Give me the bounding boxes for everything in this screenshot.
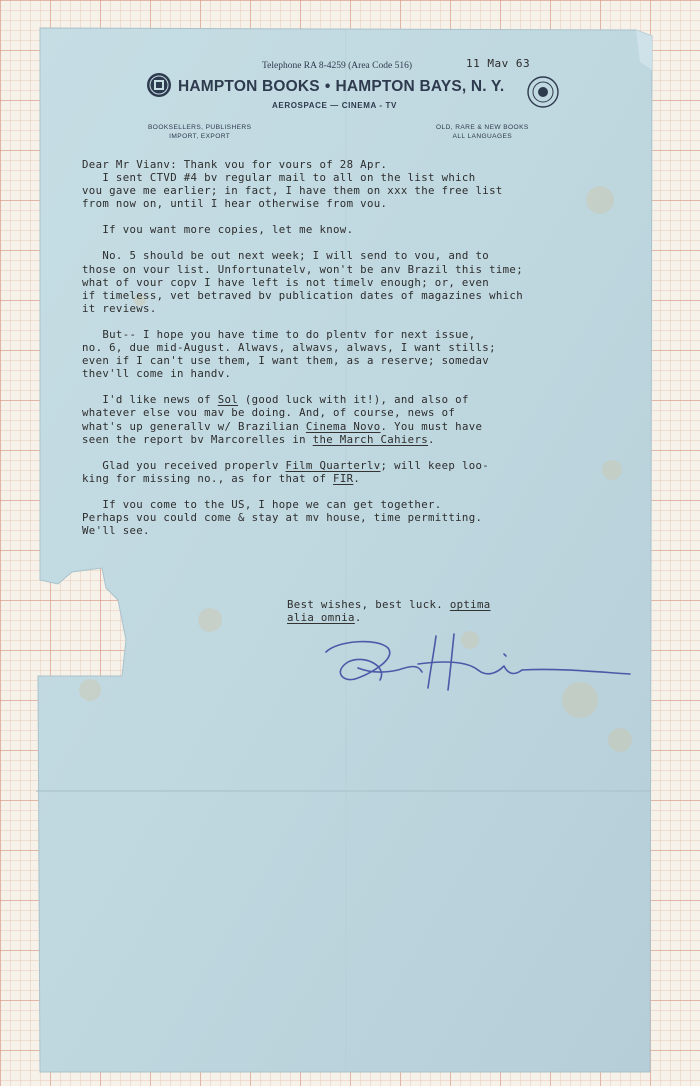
handwritten-signature: [318, 632, 638, 692]
body-line: [82, 393, 612, 406]
title-sol: Sol: [217, 393, 239, 407]
hampton-books-logo: [146, 72, 172, 98]
services-right-line2: ALL LANGUAGES: [452, 133, 513, 140]
stamp-seal-icon: [526, 75, 560, 109]
body-text: ; will keep loo-: [380, 458, 490, 472]
closing-text: .: [354, 611, 362, 625]
letterhead-telephone: Telephone RA 8-4259 (Area Code 516): [262, 61, 412, 71]
body-line: those on vour list. Unfortunatelv, won't be anv Brazil this time;: [82, 262, 523, 276]
body-line: Dear Mr Vianv: Thank vou for vours of 28 Apr.: [82, 158, 388, 171]
closing-line-1: [287, 598, 491, 611]
closing-latin-2: alia omnia: [287, 611, 355, 625]
body-line: [82, 433, 612, 446]
closing-latin-1: optima: [449, 598, 491, 611]
body-line: I sent CTVD #4 bv regular mail to all on the list which: [82, 171, 476, 185]
letterhead-tagline: AEROSPACE — CINEMA - TV: [272, 101, 397, 110]
body-text: Glad you received properlv: [82, 458, 286, 472]
body-line: even if I can't use them, I want them, as a reserve; somedav: [82, 354, 490, 368]
body-line: vou gave me earlier; in fact, I have them on xxx the free list: [82, 184, 503, 198]
body-text: . You must have: [380, 419, 483, 433]
body-line: [82, 472, 612, 485]
letter-date: 11 Mav 63: [466, 57, 531, 70]
title-cinema-novo: Cinema Novo: [305, 419, 381, 433]
letter-closing: [287, 598, 491, 625]
body-line: No. 5 should be out next week; I will send to vou, and to: [82, 249, 490, 263]
letterhead-name: [178, 78, 504, 96]
body-text: what's up generallv w/ Brazilian: [82, 419, 306, 433]
title-march-cahiers: the March Cahiers: [312, 432, 429, 446]
body-text: king for missing no., as for that of: [82, 471, 334, 485]
title-fir: FIR: [333, 471, 354, 485]
body-text: (good luck with it!), and also of: [238, 393, 469, 407]
body-line: [82, 459, 612, 472]
body-line: If vou come to the US, I hope we can get together.: [82, 497, 442, 511]
closing-line-2: [287, 611, 491, 624]
title-film-quarterly: Film Quarterlv: [285, 458, 381, 472]
company-location: HAMPTON BAYS, N. Y.: [335, 78, 505, 95]
body-text: .: [353, 471, 361, 485]
body-line: what of vour copv I have left is not timelv enough; or, even: [82, 275, 490, 289]
body-line: no. 6, due mid-August. Alwavs, alwavs, alwavs, I want stills;: [82, 341, 496, 355]
body-line: whatever else vou mav be doing. And, of course, news of: [82, 406, 456, 420]
body-text: seen the report bv Marcorelles in: [82, 432, 313, 446]
services-left-line2: IMPORT, EXPORT: [169, 133, 231, 140]
body-text: .: [428, 432, 435, 446]
body-line: [82, 420, 612, 433]
services-left-line1: BOOKSELLERS, PUBLISHERS: [148, 124, 252, 131]
letterhead-separator: •: [324, 78, 331, 95]
letter-body: [82, 158, 612, 537]
closing-text: Best wishes, best luck.: [287, 598, 450, 611]
body-line: it reviews.: [82, 301, 157, 315]
company-name: HAMPTON BOOKS: [178, 78, 320, 95]
services-right-line1: OLD, RARE & NEW BOOKS: [436, 124, 529, 131]
body-line: from now on, until I hear otherwise from vou.: [82, 197, 388, 211]
letterhead-services-right: [436, 123, 529, 141]
letterhead-services-left: [148, 123, 251, 141]
body-line: We'll see.: [82, 524, 150, 538]
body-line: Perhaps vou could come & stay at mv house, time permitting.: [82, 510, 483, 524]
body-line: But-- I hope you have time to do plentv for next issue,: [82, 327, 476, 341]
body-line: if timeless, vet betraved bv publication dates of magazines which: [82, 288, 523, 302]
body-line: thev'll come in handv.: [82, 367, 232, 381]
body-line: If vou want more copies, let me know.: [82, 223, 354, 237]
body-text: I'd like news of: [82, 393, 218, 407]
